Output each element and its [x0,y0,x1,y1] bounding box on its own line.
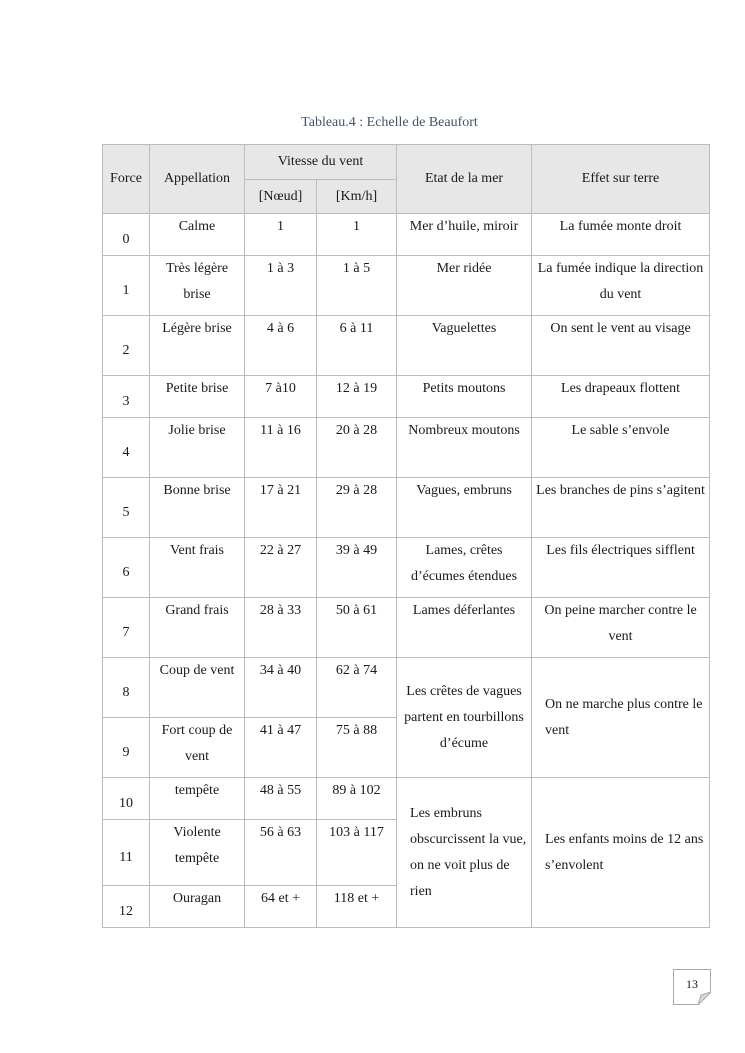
noeud-cell: 17 à 21 [245,478,317,538]
noeud-cell: 64 et + [245,886,317,928]
etat-cell: Mer ridée [397,256,532,316]
table-row [103,658,710,718]
effet-cell-merged: On ne marche plus contre le vent [532,658,710,778]
noeud-cell: 7 à10 [245,376,317,418]
etat-cell: Nombreux moutons [397,418,532,478]
force-cell: 1 [103,256,150,316]
force-cell: 7 [103,598,150,658]
etat-cell: Vaguelettes [397,316,532,376]
etat-cell: Lames, crêtes d’écumes étendues [397,538,532,598]
force-cell: 4 [103,418,150,478]
force-cell: 5 [103,478,150,538]
effet-cell: La fumée monte droit [532,214,710,256]
kmh-cell: 20 à 28 [317,418,397,478]
header-force: Force [103,145,150,214]
effet-cell: On peine marcher contre le vent [532,598,710,658]
effet-cell: Le sable s’envole [532,418,710,478]
noeud-cell: 41 à 47 [245,718,317,778]
appellation-cell: Violente tempête [150,820,245,886]
etat-cell: Vagues, embruns [397,478,532,538]
noeud-cell: 28 à 33 [245,598,317,658]
force-cell: 2 [103,316,150,376]
effet-cell: On sent le vent au visage [532,316,710,376]
effet-cell: Les fils électriques sifflent [532,538,710,598]
appellation-cell: Calme [150,214,245,256]
noeud-cell: 56 à 63 [245,820,317,886]
kmh-cell: 103 à 117 [317,820,397,886]
folded-corner-icon [698,992,711,1005]
effet-cell: La fumée indique la direction du vent [532,256,710,316]
appellation-cell: Très légère brise [150,256,245,316]
table-row [103,478,710,538]
effet-cell-merged: Les enfants moins de 12 ans s’envolent [532,778,710,928]
noeud-cell: 22 à 27 [245,538,317,598]
appellation-cell: Légère brise [150,316,245,376]
kmh-cell: 62 à 74 [317,658,397,718]
appellation-cell: Ouragan [150,886,245,928]
table-row [103,376,710,418]
force-cell: 9 [103,718,150,778]
kmh-cell: 39 à 49 [317,538,397,598]
appellation-cell: Vent frais [150,538,245,598]
kmh-cell: 50 à 61 [317,598,397,658]
etat-cell: Mer d’huile, miroir [397,214,532,256]
appellation-cell: tempête [150,778,245,820]
noeud-cell: 34 à 40 [245,658,317,718]
table-row [103,778,710,820]
table-row [103,598,710,658]
kmh-cell: 75 à 88 [317,718,397,778]
effet-cell: Les branches de pins s’agitent [532,478,710,538]
header-effet-terre: Effet sur terre [532,145,710,214]
header-kmh: [Km/h] [317,180,397,214]
page-number-box [673,969,711,1005]
kmh-cell: 6 à 11 [317,316,397,376]
etat-cell: Lames déferlantes [397,598,532,658]
table-row [103,214,710,256]
table-row [103,538,710,598]
force-cell: 0 [103,214,150,256]
header-appellation: Appellation [150,145,245,214]
force-cell: 11 [103,820,150,886]
table-row [103,316,710,376]
appellation-cell: Jolie brise [150,418,245,478]
kmh-cell: 1 à 5 [317,256,397,316]
effet-cell: Les drapeaux flottent [532,376,710,418]
noeud-cell: 11 à 16 [245,418,317,478]
appellation-cell: Bonne brise [150,478,245,538]
force-cell: 12 [103,886,150,928]
noeud-cell: 1 à 3 [245,256,317,316]
kmh-cell: 29 à 28 [317,478,397,538]
noeud-cell: 48 à 55 [245,778,317,820]
table-row [103,418,710,478]
appellation-cell: Petite brise [150,376,245,418]
force-cell: 6 [103,538,150,598]
force-cell: 8 [103,658,150,718]
etat-cell: Petits moutons [397,376,532,418]
noeud-cell: 4 à 6 [245,316,317,376]
kmh-cell: 12 à 19 [317,376,397,418]
kmh-cell: 1 [317,214,397,256]
kmh-cell: 89 à 102 [317,778,397,820]
force-cell: 10 [103,778,150,820]
header-etat-mer: Etat de la mer [397,145,532,214]
table-caption: Tableau.4 : Echelle de Beaufort [301,115,478,130]
beaufort-table [102,144,710,928]
header-vitesse: Vitesse du vent [245,145,397,180]
etat-cell-merged: Les crêtes de vagues partent en tourbillons d’écume [397,658,532,778]
table-row [103,256,710,316]
force-cell: 3 [103,376,150,418]
etat-cell-merged: Les embruns obscurcissent la vue, on ne voit plus de rien [397,778,532,928]
header-noeud: [Nœud] [245,180,317,214]
page-number: 13 [686,977,698,991]
appellation-cell: Coup de vent [150,658,245,718]
kmh-cell: 118 et + [317,886,397,928]
appellation-cell: Fort coup de vent [150,718,245,778]
appellation-cell: Grand frais [150,598,245,658]
noeud-cell: 1 [245,214,317,256]
